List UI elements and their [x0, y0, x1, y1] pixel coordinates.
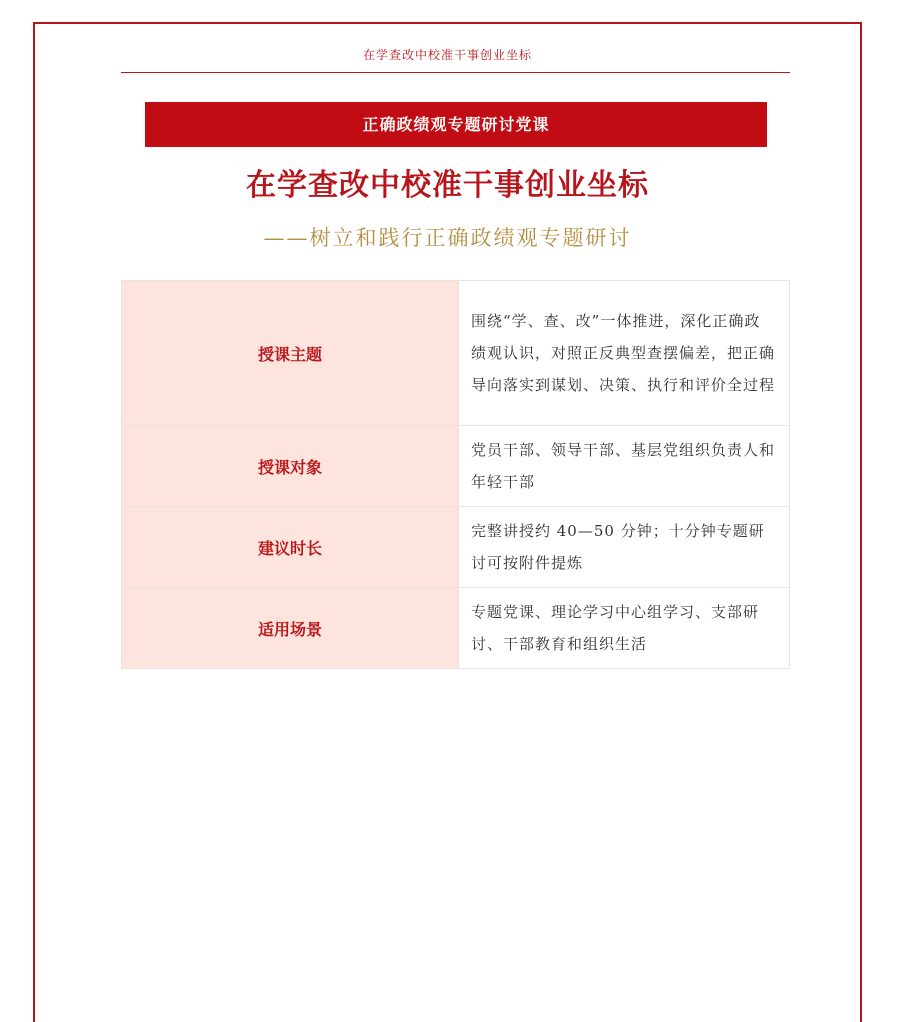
main-title: 在学查改中校准干事创业坐标 [246, 168, 649, 203]
course-info-table [121, 280, 790, 669]
page-frame [33, 22, 862, 1022]
subtitle: ——树立和践行正确政绩观专题研讨 [263, 226, 632, 250]
row-label-audience: 授课对象 [122, 426, 459, 507]
header-rule [121, 72, 790, 73]
row-label-topic: 授课主题 [122, 281, 459, 426]
row-label-duration: 建议时长 [122, 507, 459, 588]
row-value-audience: 党员干部、领导干部、基层党组织负责人和年轻干部 [459, 426, 790, 507]
row-value-duration: 完整讲授约 40—50 分钟；十分钟专题研讨可按附件提炼 [459, 507, 790, 588]
banner-label: 正确政绩观专题研讨党课 [145, 102, 767, 147]
table-row [122, 507, 790, 588]
table-row [122, 588, 790, 669]
running-header: 在学查改中校准干事创业坐标 [362, 48, 532, 62]
row-label-scenario: 适用场景 [122, 588, 459, 669]
row-value-topic: 围绕“学、查、改”一体推进，深化正确政绩观认识，对照正反典型查摆偏差，把正确导向落实到谋划、决策、执行和评价全过程 [459, 281, 790, 426]
table-row [122, 281, 790, 426]
table-row [122, 426, 790, 507]
row-value-scenario: 专题党课、理论学习中心组学习、支部研讨、干部教育和组织生活 [459, 588, 790, 669]
